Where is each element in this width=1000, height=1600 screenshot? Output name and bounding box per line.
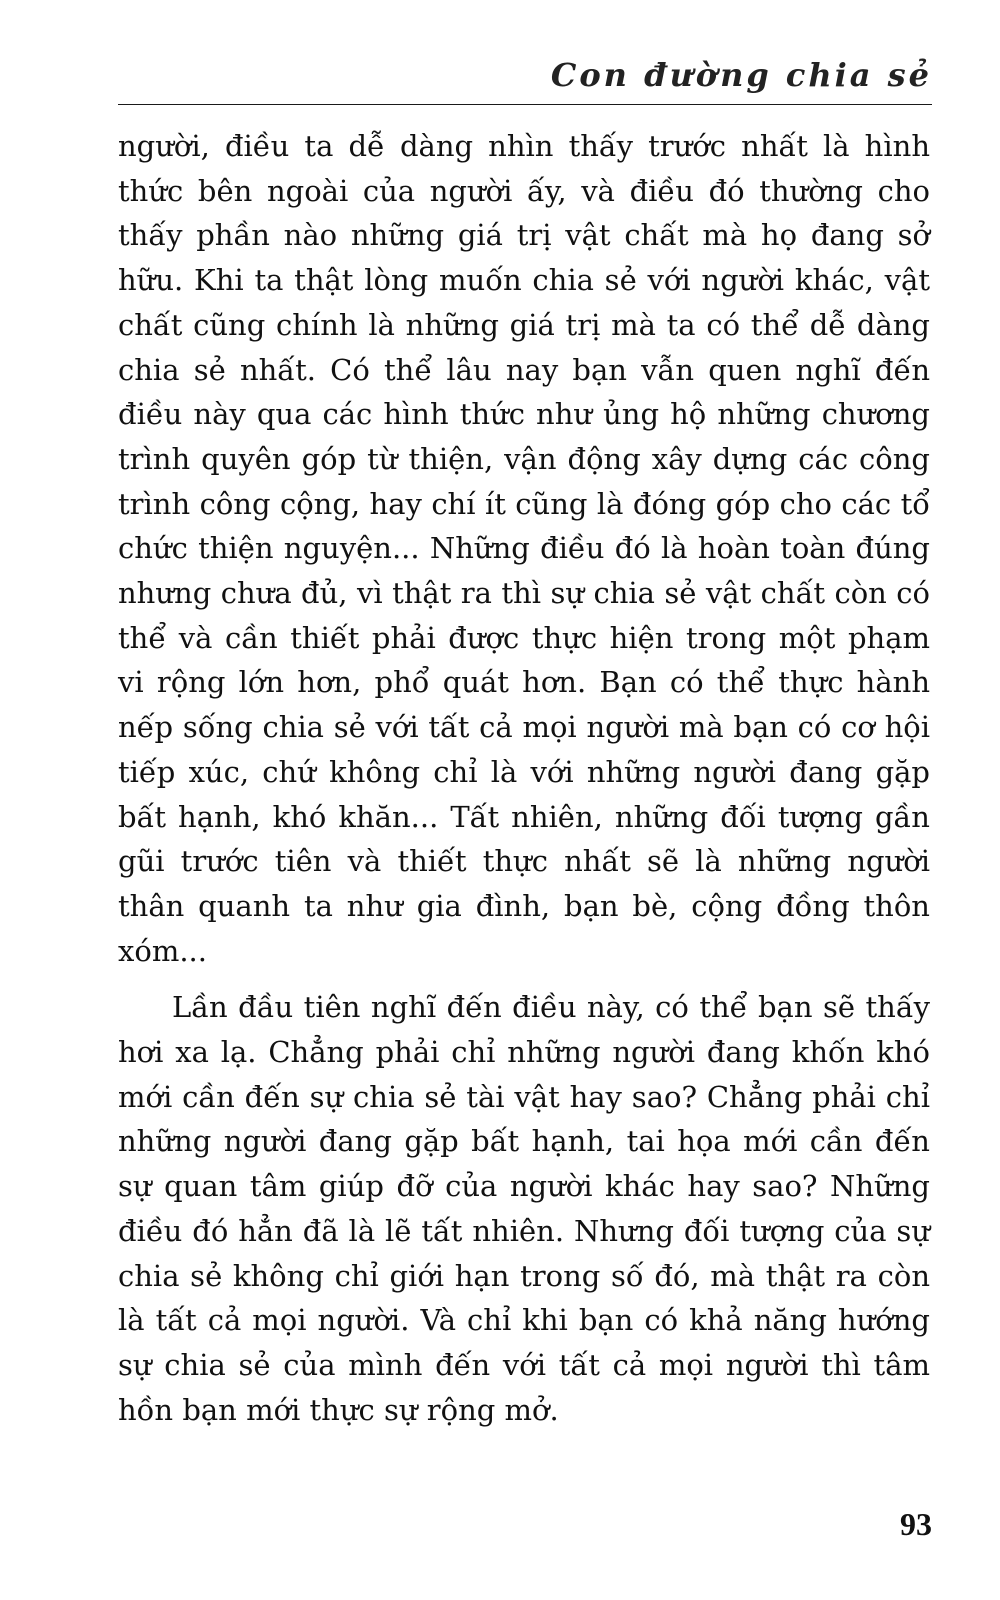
paragraph-continued: người, điều ta dễ dàng nhìn thấy trước nhất là hình thức bên ngoài của người ấy, và điều đó thường cho thấy phần nào những giá trị vật chất mà họ đang sở hữu. Khi ta thật lòng muốn chia sẻ với người khác, vật chất cũng chính là những giá trị mà ta có thể dễ dàng chia sẻ nhất. Có thể lâu nay bạn vẫn quen nghĩ đến điều này qua các hình thức như ủng hộ những chương trình quyên góp từ thiện, vận động xây dựng các công trình công cộng, hay chí ít cũng là đóng góp cho các tổ chức thiện nguyện... Những điều đó là hoàn toàn đúng nhưng chưa đủ, vì thật ra thì sự chia sẻ vật chất còn có thể và cần thiết phải được thực hiện trong một phạm vi rộng lớn hơn, phổ quát hơn. Bạn có thể thực hành nếp sống chia sẻ với tất cả mọi người mà bạn có cơ hội tiếp xúc, chứ không chỉ là với những người đang gặp bất hạnh, khó khăn... Tất nhiên, những đối tượng gần gũi trước tiên và thiết thực nhất sẽ là những người thân quanh ta như gia đình, bạn bè, cộng đồng thôn xóm...: [118, 129, 930, 968]
body-text: [118, 124, 930, 1432]
running-title: Con đường chia sẻ: [550, 56, 932, 94]
paragraph: Lần đầu tiên nghĩ đến điều này, có thể bạn sẽ thấy hơi xa lạ. Chẳng phải chỉ những người đang khốn khó mới cần đến sự chia sẻ tài vật hay sao? Chẳng phải chỉ những người đang gặp bất hạnh, tai họa mới cần đến sự quan tâm giúp đỡ của người khác hay sao? Những điều đó hẳn đã là lẽ tất nhiên. Nhưng đối tượng của sự chia sẻ không chỉ giới hạn trong số đó, mà thật ra còn là tất cả mọi người. Và chỉ khi bạn có khả năng hướng sự chia sẻ của mình đến với tất cả mọi người thì tâm hồn bạn mới thực sự rộng mở.: [118, 990, 930, 1427]
page-number: 93: [900, 1506, 932, 1542]
running-header: [118, 52, 932, 105]
